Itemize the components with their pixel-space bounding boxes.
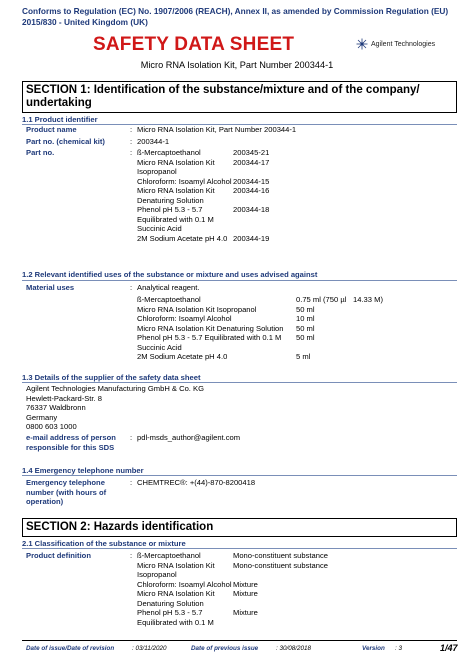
uses-table bbox=[137, 295, 457, 362]
definition-name: Micro RNA Isolation Kit Denaturing Solution bbox=[137, 589, 215, 608]
definition-type: Mono-constituent substance bbox=[233, 560, 328, 570]
part-name: ß-Mercaptoethanol bbox=[137, 148, 201, 157]
colon: : bbox=[130, 433, 133, 442]
table-row bbox=[137, 148, 277, 158]
footer-divider bbox=[22, 640, 457, 641]
part-number: 200345-21 bbox=[233, 148, 270, 157]
definition-type: Mono-constituent substance bbox=[233, 551, 328, 560]
supplier-line: Agilent Technologies Manufacturing GmbH & Co. KG bbox=[26, 384, 204, 393]
use-name: Micro RNA Isolation Kit Isopropanol bbox=[137, 304, 257, 314]
part-name: Micro RNA Isolation Kit Isopropanol bbox=[137, 157, 215, 176]
previous-issue-value: : 30/08/2018 bbox=[276, 645, 312, 652]
part-name: Phenol pH 5.3 - 5.7 Equilibrated with 0.1 M Succinic Acid bbox=[137, 205, 214, 233]
colon: : bbox=[130, 148, 133, 157]
product-definition-label: Product definition bbox=[26, 551, 91, 560]
table-row bbox=[137, 295, 457, 305]
issue-date-label: Date of issue/Date of revision bbox=[26, 645, 115, 652]
use-name: Chloroform: Isoamyl Alcohol bbox=[137, 314, 232, 323]
part-number: 200344-19 bbox=[233, 233, 270, 243]
table-row bbox=[137, 580, 457, 590]
document-subtitle: Micro RNA Isolation Kit, Part Number 200344-1 bbox=[140, 60, 334, 70]
product-name-label: Product name bbox=[26, 125, 77, 134]
use-amount: 5 ml bbox=[296, 352, 311, 361]
subsection-1-3-title: 1.3 Details of the supplier of the safety data sheet bbox=[22, 373, 201, 382]
divider bbox=[22, 280, 457, 281]
use-extra: 14.33 M) bbox=[353, 295, 383, 304]
colon: : bbox=[130, 125, 133, 134]
use-name: 2M Sodium Acetate pH 4.0 bbox=[137, 352, 228, 361]
table-row bbox=[137, 333, 457, 352]
section-2-heading: SECTION 2: Hazards identification bbox=[22, 518, 457, 537]
table-row bbox=[137, 205, 277, 234]
use-amount: 50 ml bbox=[296, 333, 315, 342]
part-no-label: Part no. bbox=[26, 148, 55, 157]
part-chem-label: Part no. (chemical kit) bbox=[26, 137, 105, 146]
supplier-line: Germany bbox=[26, 412, 58, 422]
brand-name: Agilent Technologies bbox=[371, 40, 436, 48]
table-row bbox=[137, 177, 277, 187]
use-amount: 10 ml bbox=[296, 314, 315, 323]
definition-type: Mixture bbox=[233, 608, 258, 617]
table-row bbox=[137, 551, 457, 561]
version-value: : 3 bbox=[395, 645, 403, 652]
material-uses-label: Material uses bbox=[26, 283, 75, 292]
brand-logo bbox=[356, 38, 435, 50]
definition-table bbox=[137, 551, 457, 627]
part-name: Micro RNA Isolation Kit Denaturing Solution bbox=[137, 186, 215, 205]
material-uses-value: Analytical reagent. bbox=[137, 283, 200, 292]
part-name: 2M Sodium Acetate pH 4.0 bbox=[137, 233, 228, 243]
table-row bbox=[137, 234, 277, 244]
colon: : bbox=[130, 137, 133, 146]
supplier-line: Hewlett-Packard-Str. 8 bbox=[26, 393, 102, 403]
table-row bbox=[137, 324, 457, 334]
previous-issue-label: Date of previous issue bbox=[191, 645, 259, 652]
part-number: 200344-15 bbox=[233, 176, 270, 186]
use-name: Micro RNA Isolation Kit Denaturing Solution bbox=[137, 323, 284, 333]
divider bbox=[22, 382, 457, 383]
divider bbox=[22, 475, 457, 476]
part-number: 200344-18 bbox=[233, 205, 270, 214]
definition-name: Chloroform: Isoamyl Alcohol bbox=[137, 579, 232, 589]
use-name: ß-Mercaptoethanol bbox=[137, 295, 201, 304]
colon: : bbox=[130, 478, 133, 487]
supplier-address bbox=[26, 384, 204, 432]
table-row bbox=[137, 352, 457, 362]
email-value[interactable]: pdl-msds_author@agilent.com bbox=[137, 433, 241, 442]
definition-name: Micro RNA Isolation Kit Isopropanol bbox=[137, 560, 215, 579]
use-name: Phenol pH 5.3 - 5.7 Equilibrated with 0.1 M Succinic Acid bbox=[137, 333, 282, 352]
colon: : bbox=[130, 283, 133, 292]
table-row bbox=[137, 305, 457, 315]
subsection-1-4-title: 1.4 Emergency telephone number bbox=[22, 466, 144, 475]
table-row bbox=[137, 158, 277, 177]
colon: : bbox=[130, 551, 133, 560]
use-amount: 50 ml bbox=[296, 323, 315, 333]
use-amount: 0.75 ml (750 µl bbox=[296, 295, 347, 304]
regulation-notice: Conforms to Regulation (EC) No. 1907/2006 (REACH), Annex II, as amended by Commission Regulation (EU) 2015/830 - United Kingdom (UK) bbox=[22, 6, 449, 27]
table-row bbox=[137, 186, 277, 205]
emergency-label: Emergency telephone number (with hours of operation) bbox=[26, 478, 107, 506]
subsection-1-2-title: 1.2 Relevant identified uses of the substance or mixture and uses advised against bbox=[22, 270, 318, 279]
part-name: Chloroform: Isoamyl Alcohol bbox=[137, 176, 232, 186]
email-label: e-mail address of person responsible for this SDS bbox=[26, 433, 116, 452]
product-name-value: Micro RNA Isolation Kit, Part Number 200344-1 bbox=[137, 125, 297, 134]
part-number: 200344-16 bbox=[233, 186, 270, 195]
subsection-2-1-title: 2.1 Classification of the substance or mixture bbox=[22, 539, 186, 548]
part-number: 200344-17 bbox=[233, 157, 270, 167]
supplier-line: 0800 603 1000 bbox=[26, 422, 77, 431]
definition-name: ß-Mercaptoethanol bbox=[137, 551, 201, 560]
use-amount: 50 ml bbox=[296, 304, 315, 314]
subsection-1-1-title: 1.1 Product identifier bbox=[22, 115, 98, 124]
part-chem-value: 200344-1 bbox=[137, 137, 170, 146]
emergency-value: CHEMTREC®: +(44)-870-8200418 bbox=[137, 478, 256, 487]
definition-type: Mixture bbox=[233, 589, 258, 598]
issue-date-value: : 03/11/2020 bbox=[132, 645, 167, 652]
table-row bbox=[137, 314, 457, 324]
table-row bbox=[137, 561, 457, 580]
definition-type: Mixture bbox=[233, 579, 258, 589]
page-title: SAFETY DATA SHEET bbox=[93, 34, 295, 55]
divider bbox=[22, 548, 457, 549]
agilent-spark-icon bbox=[356, 38, 368, 50]
part-no-table bbox=[137, 148, 277, 243]
page-number: 1/47 bbox=[440, 643, 458, 653]
definition-name: Phenol pH 5.3 - 5.7 Equilibrated with 0.1 M bbox=[137, 608, 214, 627]
table-row bbox=[137, 608, 457, 627]
supplier-line: 76337 Waldbronn bbox=[26, 403, 86, 412]
section-1-heading: SECTION 1: Identification of the substance/mixture and of the company/ undertaking bbox=[22, 81, 457, 113]
table-row bbox=[137, 589, 457, 608]
version-label: Version bbox=[362, 645, 385, 652]
